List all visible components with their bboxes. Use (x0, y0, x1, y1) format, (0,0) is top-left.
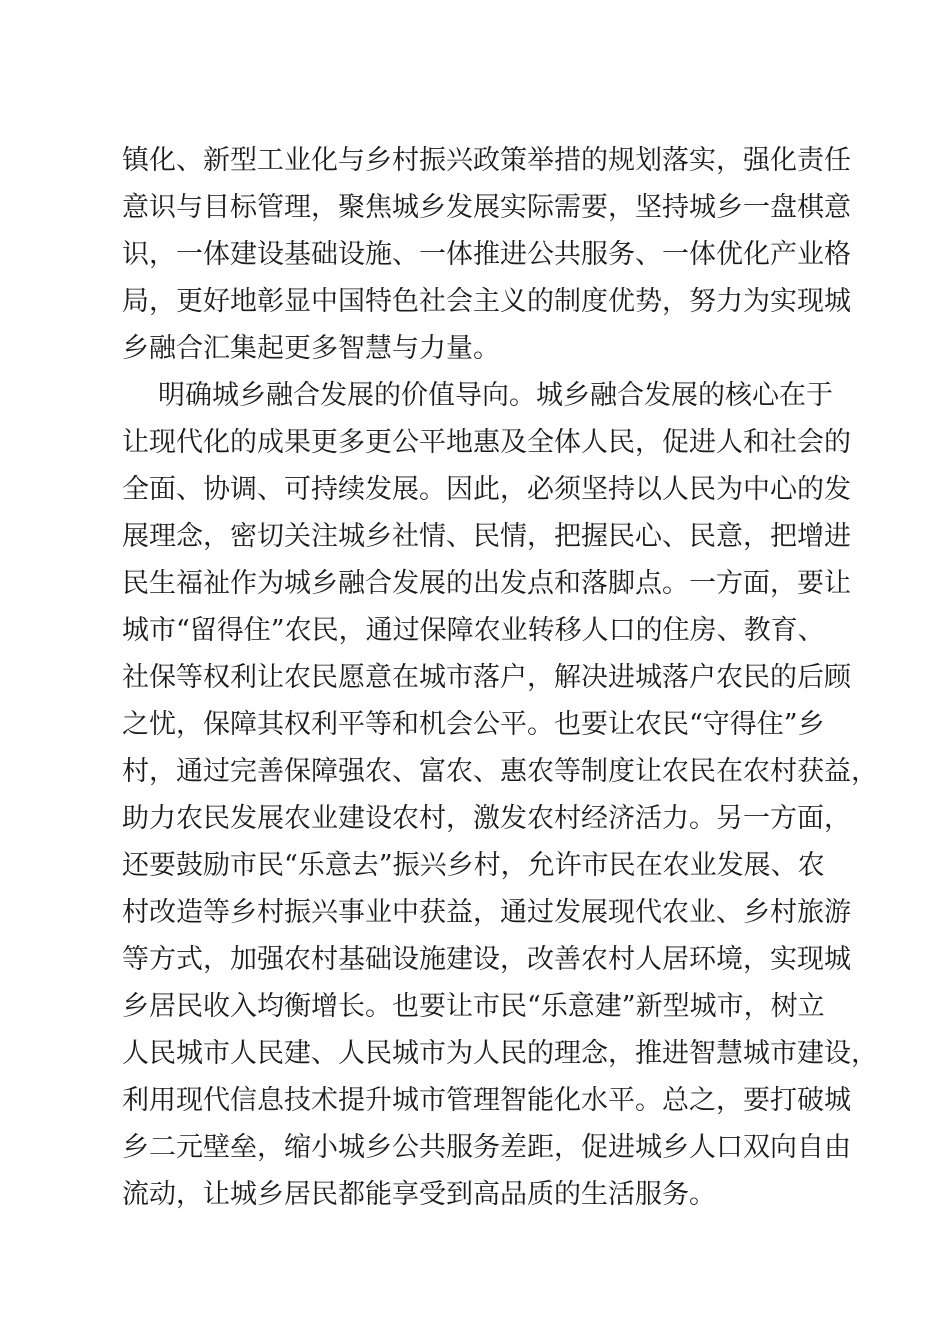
line-text: 局，更好地彰显中国特色社会主义的制度优势，努力为实现城 (122, 286, 851, 317)
text-line (0, 795, 950, 842)
text-line (0, 889, 950, 936)
text-line (0, 231, 950, 278)
text-line (0, 1124, 950, 1171)
text-line (0, 184, 950, 231)
text-line (0, 1077, 950, 1124)
text-line (0, 1030, 950, 1077)
line-text: 利用现代信息技术提升城市管理智能化水平。总之，要打破城 (122, 1085, 851, 1116)
line-text: 流动，让城乡居民都能享受到高品质的生活服务。 (122, 1179, 716, 1210)
text-line (0, 137, 950, 184)
line-text: 镇化、新型工业化与乡村振兴政策举措的规划落实，强化责任 (122, 145, 851, 176)
line-text: 全面、协调、可持续发展。因此，必须坚持以人民为中心的发 (122, 474, 851, 505)
line-text: 村改造等乡村振兴事业中获益，通过发展现代农业、乡村旅游 (122, 897, 851, 928)
line-text: 城市“留得住”农民，通过保障农业转移人口的住房、教育、 (122, 615, 825, 646)
text-line (0, 513, 950, 560)
line-text: 村，通过完善保障强农、富农、惠农等制度让农民在农村获益， (122, 756, 878, 787)
line-text: 展理念，密切关注城乡社情、民情，把握民心、民意，把增进 (122, 521, 851, 552)
line-text: 乡融合汇集起更多智慧与力量。 (122, 333, 500, 364)
text-line (0, 325, 950, 372)
paragraph-first-line (0, 372, 950, 419)
line-text: 乡居民收入均衡增长。也要让市民“乐意建”新型城市，树立 (122, 991, 825, 1022)
line-text: 识，一体建设基础设施、一体推进公共服务、一体优化产业格 (122, 239, 851, 270)
text-line (0, 607, 950, 654)
line-text: 明确城乡融合发展的价值导向。城乡融合发展的核心在于 (158, 380, 833, 411)
text-line (0, 466, 950, 513)
line-text: 之忧，保障其权利平等和机会公平。也要让农民“守得住”乡 (122, 709, 825, 740)
line-text: 人民城市人民建、人民城市为人民的理念，推进智慧城市建设， (122, 1038, 878, 1069)
text-line (0, 748, 950, 795)
line-text: 意识与目标管理，聚焦城乡发展实际需要，坚持城乡一盘棋意 (122, 192, 851, 223)
text-line (0, 654, 950, 701)
text-line (0, 842, 950, 889)
line-text: 社保等权利让农民愿意在城市落户，解决进城落户农民的后顾 (122, 662, 851, 693)
text-line (0, 560, 950, 607)
text-line (0, 701, 950, 748)
line-text: 等方式，加强农村基础设施建设，改善农村人居环境，实现城 (122, 944, 851, 975)
text-line (0, 936, 950, 983)
text-line (0, 983, 950, 1030)
line-text: 民生福祉作为城乡融合发展的出发点和落脚点。一方面，要让 (122, 568, 851, 599)
line-text: 助力农民发展农业建设农村，激发农村经济活力。另一方面， (122, 803, 851, 834)
text-line (0, 278, 950, 325)
text-line (0, 1171, 950, 1218)
text-line (0, 419, 950, 466)
line-text: 乡二元壁垒，缩小城乡公共服务差距，促进城乡人口双向自由 (122, 1132, 851, 1163)
line-text: 还要鼓励市民“乐意去”振兴乡村，允许市民在农业发展、农 (122, 850, 825, 881)
line-text: 让现代化的成果更多更公平地惠及全体人民，促进人和社会的 (122, 427, 851, 458)
